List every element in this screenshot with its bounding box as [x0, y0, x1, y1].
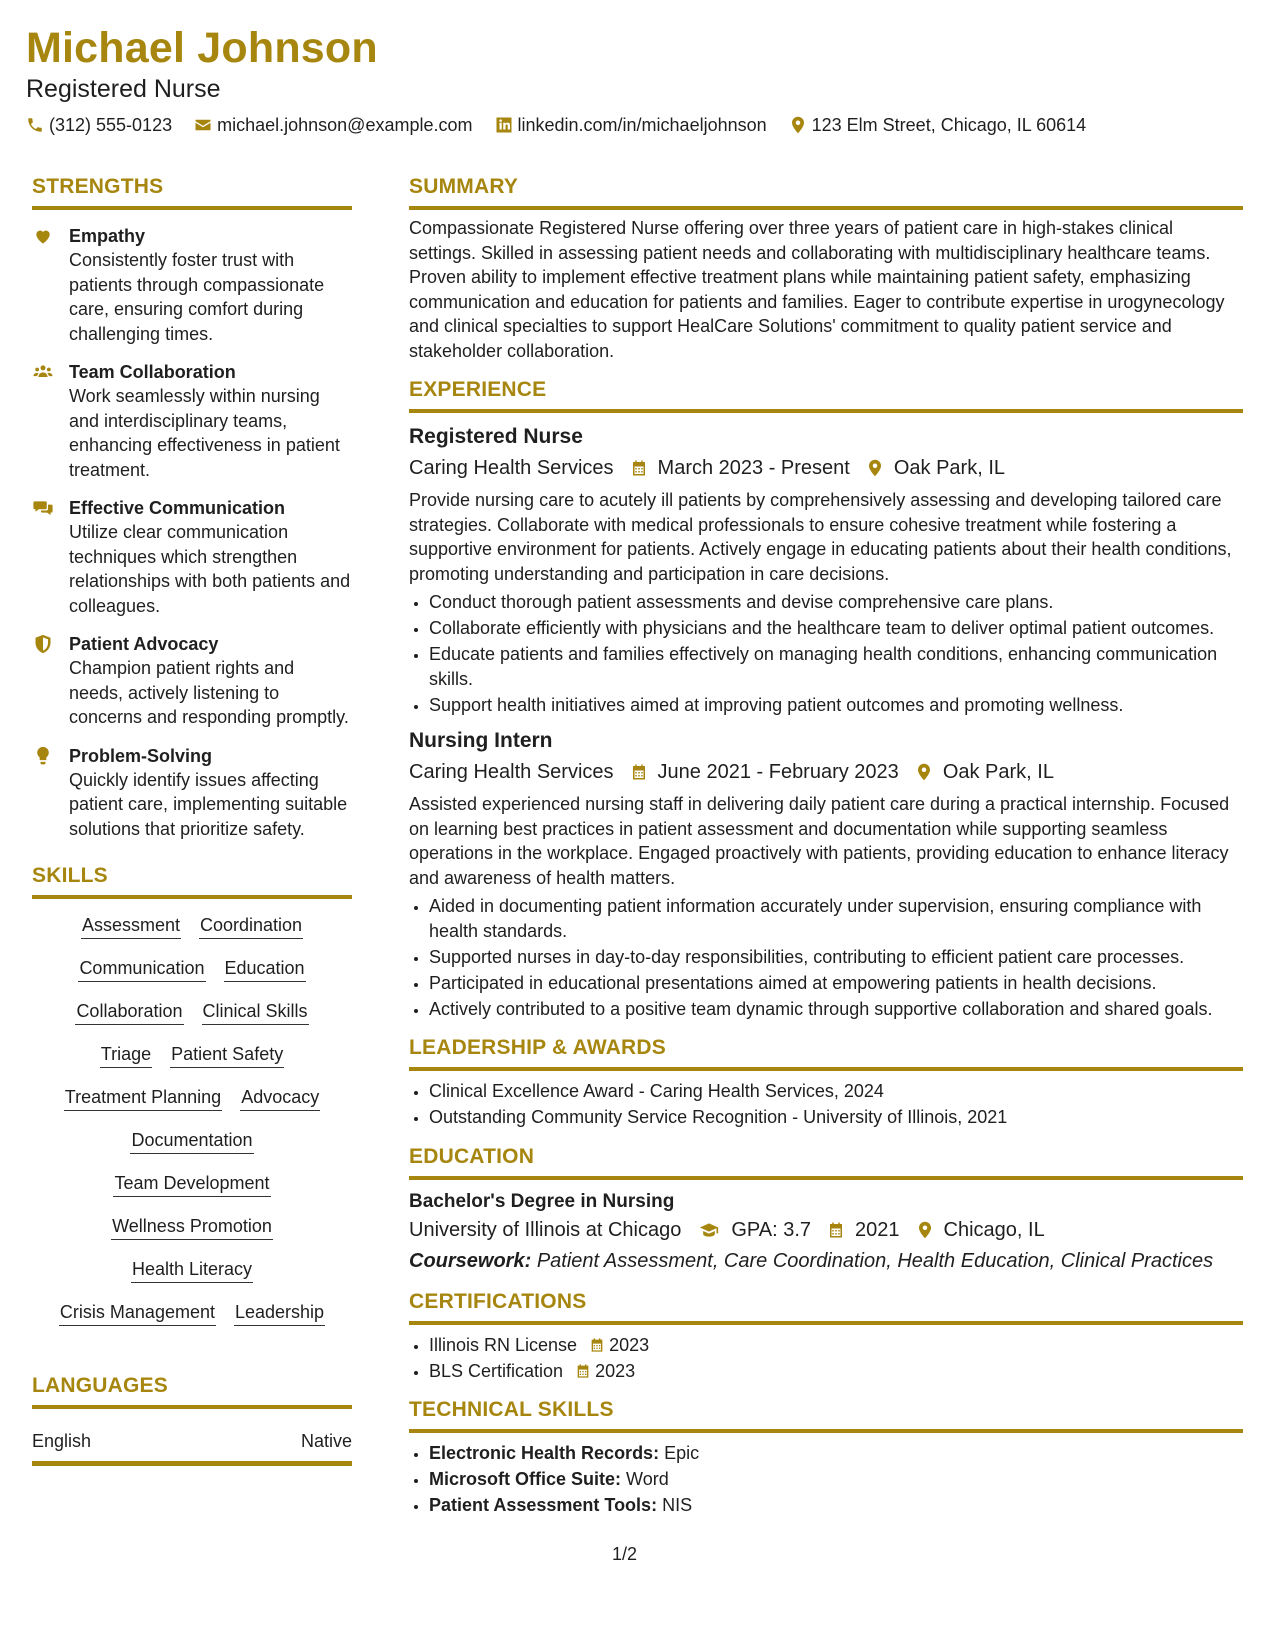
calendar-icon: [630, 458, 648, 478]
skill-tag: Triage: [100, 1042, 152, 1068]
section-divider: [409, 409, 1243, 413]
skill-row: [69, 956, 314, 982]
experience-entry: [409, 727, 1243, 1021]
skill-tag: Assessment: [81, 913, 181, 939]
experience-bullet: • Participated in educational presentations aimed at empowering patients in health decisions.: [429, 971, 1243, 996]
right-column: [409, 174, 1243, 1519]
heart-icon: [32, 226, 54, 246]
job-dates-item: [630, 454, 850, 482]
map-pin-icon: [915, 762, 933, 782]
certification-name: • BLS Certification: [429, 1360, 564, 1381]
coursework-text: Patient Assessment, Care Coordination, Health Education, Clinical Practices: [536, 1249, 1214, 1272]
job-company: Caring Health Services: [409, 761, 614, 783]
page-number: 1/2: [612, 1544, 638, 1564]
section-divider: [409, 1067, 1243, 1071]
section-divider: [409, 1321, 1243, 1325]
linkedin-text[interactable]: linkedin.com/in/michaeljohnson: [517, 115, 767, 135]
strength-item: [32, 360, 352, 482]
language-level: Native: [300, 1431, 352, 1451]
education-meta: [409, 1216, 1243, 1244]
strength-title: Empathy: [69, 226, 146, 246]
calendar-icon: [589, 1336, 605, 1354]
languages-heading: LANGUAGES: [32, 1374, 168, 1397]
technical-skill-label: Electronic Health Records:: [429, 1443, 660, 1463]
school-name: University of Illinois at Chicago: [409, 1218, 682, 1241]
job-bullets: [409, 590, 1243, 717]
experience-entry: [409, 423, 1243, 717]
strength-title: Patient Advocacy: [69, 634, 219, 654]
language-item: [32, 1429, 352, 1453]
experience-bullet: • Actively contributed to a positive team dynamic through supportive collaboration and shared goals.: [429, 997, 1243, 1022]
strength-body: [69, 224, 352, 346]
job-description: Provide nursing care to acutely ill patients by comprehensively assessing and developing tailored care strategies. Collaborate with medical professionals to ensure cohesive treatment while fostering a supportive environment for patients. Actively engage in educating patients about their health conditions, promoting understanding and participation in care decisions.: [409, 490, 1232, 584]
gpa-text: GPA: 3.7: [731, 1218, 812, 1241]
users-icon: [32, 362, 54, 382]
map-pin-icon: [866, 458, 884, 478]
certification-item: [429, 1359, 1243, 1384]
job-dates: March 2023 - Present: [657, 457, 850, 479]
experience-bullet: • Supported nurses in day-to-day responsibilities, contributing to efficient patient care processes.: [429, 945, 1243, 970]
technical-skill-label: Patient Assessment Tools:: [429, 1495, 658, 1515]
experience-bullet: • Conduct thorough patient assessments and devise comprehensive care plans.: [429, 590, 1243, 615]
contact-email[interactable]: [194, 114, 472, 136]
technical-skill-label: Microsoft Office Suite:: [429, 1469, 622, 1489]
skill-row: [72, 913, 312, 939]
job-meta: [409, 454, 1243, 482]
section-divider: [32, 206, 352, 210]
strength-description: Work seamlessly within nursing and interdisciplinary teams, enhancing effectiveness in patient treatment.: [69, 386, 340, 480]
technical-skill-item: [429, 1493, 1243, 1518]
job-dates-item: [630, 758, 899, 786]
strength-icon-wrap: [32, 224, 69, 346]
graduation-cap-icon: [697, 1220, 721, 1240]
skill-tag: Coordination: [199, 913, 303, 939]
strength-icon-wrap: [32, 744, 69, 842]
skill-row: [91, 1042, 293, 1068]
skill-tag: Health Literacy: [131, 1257, 253, 1283]
job-company: Caring Health Services: [409, 457, 614, 479]
skill-tag: Treatment Planning: [64, 1085, 222, 1111]
certification-year: 2023: [609, 1334, 650, 1355]
experience-bullet: • Educate patients and families effectively on managing health conditions, enhancing communication skills.: [429, 642, 1243, 691]
strength-body: [69, 496, 352, 618]
skill-tag: Team Development: [113, 1171, 270, 1197]
job-meta: [409, 758, 1243, 786]
candidate-title: Registered Nurse: [26, 75, 221, 103]
skill-tag: Advocacy: [240, 1085, 320, 1111]
strength-body: [69, 360, 352, 482]
left-column: [32, 174, 352, 1466]
strengths-list: [32, 224, 352, 841]
section-divider: [32, 1405, 352, 1409]
strength-item: [32, 744, 352, 842]
technical-skill-value: NIS: [662, 1495, 693, 1515]
map-pin-icon: [916, 1220, 934, 1240]
calendar-icon: [630, 762, 648, 782]
coursework-line: [409, 1247, 1243, 1275]
job-location-item: [915, 758, 1054, 786]
section-divider: [409, 1176, 1243, 1180]
skill-row: [50, 1300, 334, 1326]
strength-body: [69, 744, 352, 842]
certification-year: 2023: [595, 1360, 636, 1381]
phone-icon: [26, 116, 44, 134]
technical-skills-heading: TECHNICAL SKILLS: [409, 1398, 614, 1421]
job-location-item: [866, 454, 1005, 482]
language-level-bar: [32, 1461, 352, 1466]
strength-icon-wrap: [32, 632, 69, 730]
candidate-name: Michael Johnson: [26, 24, 378, 72]
skills-list: [32, 913, 352, 1343]
job-role: Registered Nurse: [409, 425, 583, 448]
strength-description: Consistently foster trust with patients through compassionate care, ensuring comfort during challenging times.: [69, 250, 325, 344]
skill-tag: Crisis Management: [59, 1300, 216, 1326]
section-divider: [32, 895, 352, 899]
strength-description: Utilize clear communication techniques which strengthen relationships with both patients and colleagues.: [69, 522, 351, 616]
skill-tag: Documentation: [130, 1128, 253, 1154]
skill-row: [55, 1085, 329, 1111]
certification-name: • Illinois RN License: [429, 1334, 578, 1355]
technical-skills-list: [409, 1441, 1243, 1518]
job-description: Assisted experienced nursing staff in delivering daily patient care during a practical internship. Focused on learning best practices in patient assessment and documentation while supporting seamless operations in the workplace. Engaged proactively with patients, providing education to enhance literacy and awareness of health matters.: [409, 794, 1230, 888]
certifications-list: [409, 1333, 1243, 1384]
skill-row: [102, 1214, 282, 1240]
skill-row: [122, 1257, 262, 1283]
school-location-item: [916, 1216, 1045, 1244]
strength-icon-wrap: [32, 360, 69, 482]
awards-heading: LEADERSHIP & AWARDS: [409, 1036, 666, 1059]
skill-tag: Clinical Skills: [202, 999, 309, 1025]
strength-description: Champion patient rights and needs, actively listening to concerns and responding promptly.: [69, 658, 349, 727]
job-location: Oak Park, IL: [942, 761, 1054, 783]
education-heading: EDUCATION: [409, 1144, 535, 1168]
certification-item: [429, 1333, 1243, 1358]
skill-row: [104, 1171, 279, 1197]
skill-row: [66, 999, 317, 1025]
address-text: 123 Elm Street, Chicago, IL 60614: [811, 115, 1087, 135]
technical-skill-item: [429, 1467, 1243, 1492]
summary-text: Compassionate Registered Nurse offering over three years of patient care in high-stakes clinical settings. Skilled in assessing patient needs and collaborating with multidisciplinary healthcare teams. Proven ability to implement effective treatment plans while maintaining patient safety, emphasizing communication and education for patients and families. Eager to contribute expertise in urogynecology and clinical specialties to support HealCare Solutions' commitment to quality patient service and stakeholder collaboration.: [409, 218, 1225, 361]
award-item: • Clinical Excellence Award - Caring Health Services, 2024: [429, 1079, 1243, 1104]
gpa-item: [697, 1216, 811, 1244]
contact-address: [789, 114, 1087, 136]
job-bullets: [409, 894, 1243, 1021]
summary-heading: SUMMARY: [409, 175, 519, 198]
experience-bullet: • Collaborate efficiently with physicians and the healthcare team to deliver optimal patient outcomes.: [429, 616, 1243, 641]
strength-item: [32, 224, 352, 346]
lightbulb-icon: [32, 746, 54, 766]
strength-item: [32, 632, 352, 730]
technical-skill-value: Word: [626, 1469, 669, 1489]
strength-title: Effective Communication: [69, 498, 286, 518]
technical-skill-item: [429, 1441, 1243, 1466]
skill-tag: Collaboration: [75, 999, 183, 1025]
strength-title: Team Collaboration: [69, 362, 236, 382]
phone-text: (312) 555-0123: [49, 115, 173, 135]
resume-header: [26, 22, 1246, 136]
envelope-icon: [194, 116, 212, 134]
experience-bullet: • Support health initiatives aimed at improving patient outcomes and promoting wellness.: [429, 693, 1243, 718]
calendar-icon: [575, 1362, 591, 1380]
degree-title: Bachelor's Degree in Nursing: [409, 1190, 675, 1212]
awards-list: [409, 1079, 1243, 1130]
comments-icon: [32, 498, 54, 518]
calendar-icon: [827, 1220, 845, 1240]
skill-tag: Education: [224, 956, 306, 982]
strength-description: Quickly identify issues affecting patient care, implementing suitable solutions that prioritize safety.: [69, 769, 348, 839]
email-text[interactable]: michael.johnson@example.com: [217, 115, 473, 135]
contact-bar: [26, 114, 1246, 136]
skills-heading: SKILLS: [32, 864, 108, 887]
job-location: Oak Park, IL: [893, 457, 1006, 479]
map-pin-icon: [789, 116, 807, 134]
skill-row: [121, 1128, 262, 1154]
strengths-heading: STRENGTHS: [32, 175, 164, 198]
strength-body: [69, 632, 352, 730]
skill-tag: Leadership: [234, 1300, 325, 1326]
job-role: Nursing Intern: [409, 729, 553, 752]
contact-phone: [26, 114, 172, 136]
grad-year-item: [827, 1216, 900, 1244]
experience-heading: EXPERIENCE: [409, 378, 547, 401]
shield-icon: [32, 634, 54, 654]
grad-year-text: 2021: [855, 1218, 900, 1241]
contact-linkedin[interactable]: [495, 114, 767, 136]
strength-item: [32, 496, 352, 618]
language-name: English: [32, 1431, 92, 1451]
experience-list: [409, 423, 1243, 1021]
award-item: • Outstanding Community Service Recognition - University of Illinois, 2021: [429, 1105, 1243, 1130]
linkedin-icon: [495, 116, 513, 134]
section-divider: [409, 206, 1243, 210]
technical-skill-value: Epic: [664, 1443, 700, 1463]
skill-tag: Patient Safety: [170, 1042, 284, 1068]
skill-tag: Wellness Promotion: [111, 1214, 273, 1240]
strength-title: Problem-Solving: [69, 745, 213, 766]
experience-bullet: • Aided in documenting patient information accurately under supervision, ensuring compliance with health standards.: [429, 894, 1243, 943]
certifications-heading: CERTIFICATIONS: [409, 1289, 587, 1313]
skill-tag: Communication: [78, 956, 205, 982]
strength-icon-wrap: [32, 496, 69, 618]
job-dates: June 2021 - February 2023: [657, 761, 899, 783]
coursework-label: Coursework:: [409, 1249, 532, 1272]
school-location-text: Chicago, IL: [943, 1218, 1045, 1241]
section-divider: [409, 1429, 1243, 1433]
